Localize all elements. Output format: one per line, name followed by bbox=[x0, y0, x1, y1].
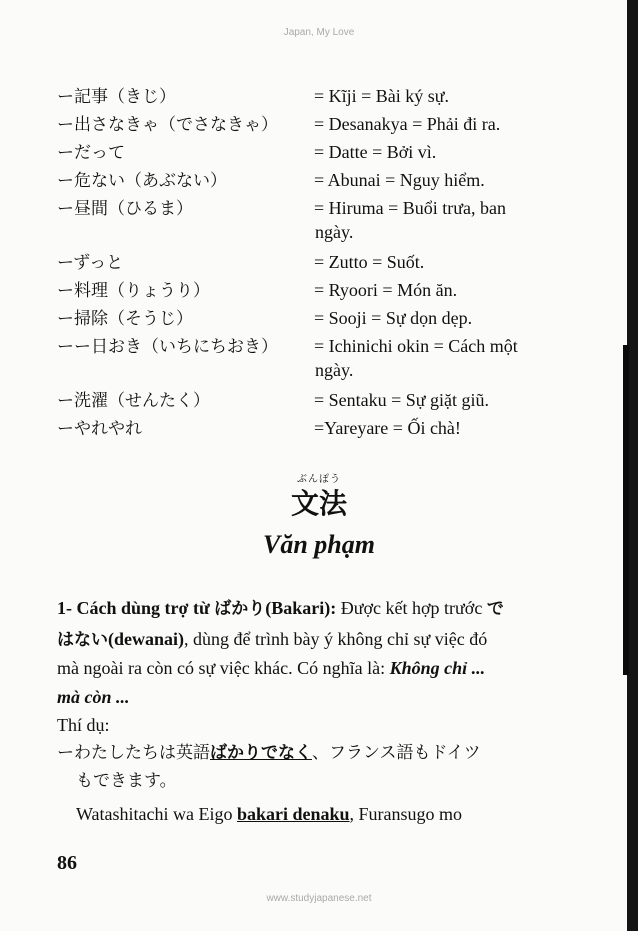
example-label: Thí dụ: bbox=[57, 715, 110, 735]
vocab-japanese: ーだって bbox=[57, 143, 125, 163]
example-romaji-underline: bakari denaku bbox=[237, 804, 350, 824]
section-kanji-title: 文法 bbox=[290, 487, 347, 520]
vocab-row bbox=[57, 138, 436, 163]
vocab-meaning: = Zutto = Suốt. bbox=[314, 252, 425, 272]
vocab-meaning: = Desanakya = Phải đi ra. bbox=[314, 114, 501, 134]
vocab-japanese: ー出さなきゃ（でさなきゃ） bbox=[57, 115, 278, 135]
particle-dewanai-jp: はない bbox=[57, 630, 108, 650]
vocab-japanese: ー危ない（あぶない） bbox=[57, 171, 227, 191]
vocab-meaning: = Hiruma = Buổi trưa, ban bbox=[314, 198, 507, 218]
vocab-row bbox=[57, 82, 449, 107]
vocab-meaning: = Ryoori = Món ăn. bbox=[314, 280, 458, 300]
vocab-row bbox=[57, 166, 485, 191]
vocab-japanese: ー昼間（ひるま） bbox=[57, 199, 193, 219]
example-romaji-pre: Watashitachi wa Eigo bbox=[76, 804, 237, 824]
point-heading: Cách dùng trợ từ bbox=[76, 598, 215, 618]
point-number: 1- bbox=[57, 598, 77, 618]
vocab-meaning: =Yareyare = Ối chà! bbox=[314, 418, 461, 438]
example-jp-underline: ばかりでなく bbox=[210, 743, 312, 763]
example-jp-pre: ーわたしたちは英語 bbox=[57, 743, 210, 763]
example-jp-line-1 bbox=[57, 739, 617, 768]
particle-de: で bbox=[486, 599, 504, 619]
vocab-row bbox=[57, 332, 518, 357]
section-title: Văn phạm bbox=[263, 530, 375, 559]
point-desc-2: , dùng để trình bày ý không chỉ sự việc đó bbox=[184, 629, 488, 649]
vocab-meaning: = Abunai = Nguy hiểm. bbox=[314, 170, 485, 190]
vocab-meaning-continued: ngày. bbox=[315, 360, 354, 380]
vocab-meaning: = Sooji = Sự dọn dẹp. bbox=[314, 308, 473, 328]
example-romaji-line bbox=[76, 800, 636, 829]
vocab-meaning: = Sentaku = Sự giặt giũ. bbox=[314, 390, 490, 410]
vocab-japanese: ー掃除（そうじ） bbox=[57, 309, 193, 329]
vocab-row bbox=[57, 304, 472, 329]
particle-jp: ばかり bbox=[214, 599, 266, 619]
example-jp-post: 、フランス語もドイツ bbox=[312, 743, 481, 763]
vocab-meaning: = Kĩji = Bài ký sự. bbox=[314, 86, 450, 106]
vocab-japanese: ーずっと bbox=[57, 253, 124, 273]
vocab-japanese: ー料理（りょうり） bbox=[57, 281, 210, 301]
vocab-japanese: ーー日おき（いちにちおき） bbox=[57, 337, 278, 357]
particle-dewanai-romaji: (dewanai) bbox=[108, 629, 184, 649]
grammar-point-line-4 bbox=[57, 683, 617, 712]
vocab-row bbox=[57, 248, 424, 273]
point-line-3: mà ngoài ra còn có sự việc khác. Có nghĩa là: bbox=[57, 658, 390, 678]
vocab-row bbox=[57, 194, 506, 219]
vocab-row bbox=[57, 276, 457, 301]
vocab-row bbox=[57, 386, 489, 411]
page-header: Japan, My Love bbox=[283, 27, 355, 38]
section-furigana: ぶんぽう bbox=[297, 474, 341, 485]
page-footer: www.studyjapanese.net bbox=[266, 893, 372, 904]
meaning-part-1: Không chỉ ... bbox=[389, 658, 486, 678]
vocab-meaning-continued: ngày. bbox=[315, 222, 354, 242]
particle-romaji: (Bakari): bbox=[265, 598, 337, 618]
point-desc-1: Được kết hợp trước bbox=[336, 598, 487, 618]
grammar-point-line-3 bbox=[57, 654, 617, 683]
grammar-point-line-1 bbox=[57, 594, 617, 624]
vocab-row bbox=[57, 110, 500, 135]
vocab-meaning: = Datte = Bởi vì. bbox=[314, 142, 437, 162]
example-jp-line-2: もできます。 bbox=[76, 771, 177, 791]
page-number: 86 bbox=[57, 852, 77, 874]
vocab-row bbox=[57, 414, 461, 439]
vocab-japanese: ーやれやれ bbox=[57, 419, 142, 439]
grammar-point-line-2 bbox=[57, 625, 617, 655]
vocab-japanese: ー記事（きじ） bbox=[57, 87, 176, 107]
meaning-part-2: mà còn ... bbox=[57, 687, 130, 707]
example-romaji-post: , Furansugo mo bbox=[349, 804, 463, 824]
vocab-japanese: ー洗濯（せんたく） bbox=[57, 391, 210, 411]
vocab-meaning: = Ichinichi okin = Cách một bbox=[314, 336, 518, 356]
